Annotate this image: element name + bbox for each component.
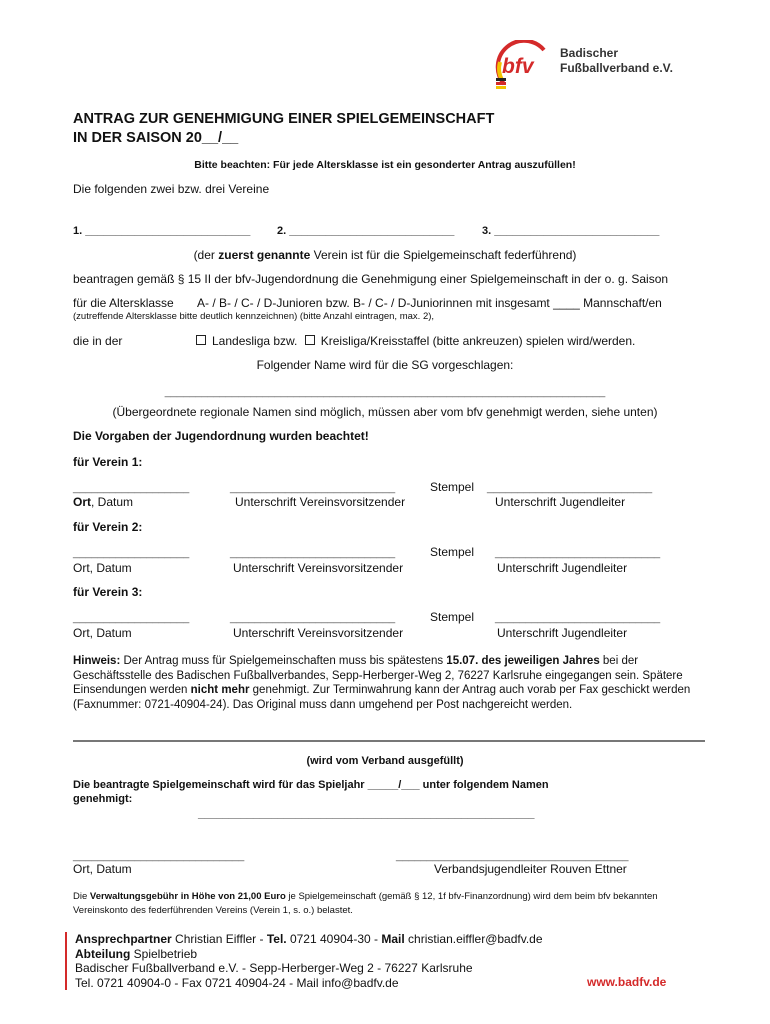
title-line2: IN DER SAISON 20__/__ bbox=[73, 130, 239, 146]
signature-3-place-date: Ort, Datum bbox=[73, 626, 132, 640]
kreisliga-checkbox[interactable] bbox=[305, 335, 315, 345]
signature-3-board-line[interactable]: ___________________________ bbox=[230, 612, 396, 624]
age-class-text[interactable]: A- / B- / C- / D-Junioren bzw. B- / C- / D-Juniorinnen mit insgesamt ____ Mannschaft/en bbox=[197, 296, 662, 310]
fee-note: Die Verwaltungsgebühr in Höhe von 21,00 Euro je Spielgemeinschaft (gemäß § 12, 1f bfv-Finanzordnung) wird dem beim bfv bekannten Vereinskonto des federführenden Vereins (Verein 1, s. o.) belastet. bbox=[73, 891, 658, 916]
title-line1: ANTRAG ZUR GENEHMIGUNG EINER SPIELGEMEINSCHAFT bbox=[73, 111, 495, 127]
contact-line-3: Badischer Fußballverband e.V. - Sepp-Herberger-Weg 2 - 76227 Karlsruhe bbox=[75, 961, 473, 975]
bfv-logo bbox=[494, 40, 554, 92]
landesliga-label: Landesliga bzw. bbox=[212, 334, 298, 348]
signature-club-1-label: für Verein 1: bbox=[73, 455, 143, 469]
kreisliga-label: Kreisliga/Kreisstaffel (bitte ankreuzen) spielen wird/werden. bbox=[320, 334, 636, 348]
age-class-hint: (zutreffende Altersklasse bitte deutlich kennzeichnen) (bitte Anzahl eintragen, max. 2), bbox=[73, 311, 435, 322]
signature-1-place-date: Ort, Datum bbox=[73, 495, 134, 509]
separate-application-note: Bitte beachten: Für jede Altersklasse ist ein gesonderter Antrag auszufüllen! bbox=[194, 159, 576, 171]
name-prompt: Folgender Name wird für die SG vorgeschlagen: bbox=[256, 358, 514, 372]
signature-club-2-label: für Verein 2: bbox=[73, 520, 143, 534]
signature-2-board-line[interactable]: ___________________________ bbox=[230, 547, 396, 559]
signature-2-stamp-label: Stempel bbox=[430, 545, 475, 559]
signature-club-3-label: für Verein 3: bbox=[73, 585, 143, 599]
signature-3-youth-line[interactable]: ___________________________ bbox=[495, 612, 661, 624]
logo-name-line2: Fußballverband e.V. bbox=[560, 61, 673, 75]
lead-club-note: (der zuerst genannte Verein ist für die Spielgemeinschaft federführend) bbox=[193, 248, 577, 262]
request-text: beantragen gemäß § 15 II der bfv-Jugendordnung die Genehmigung einer Spielgemeinschaft in der o. g. Saison bbox=[73, 272, 669, 286]
signature-2-youth-label: Unterschrift Jugendleiter bbox=[497, 561, 628, 575]
sg-name-field[interactable]: ________________________________________________________________________ bbox=[164, 386, 606, 398]
club-2-field[interactable]: 2. ___________________________ bbox=[277, 225, 455, 237]
signature-1-youth-label: Unterschrift Jugendleiter bbox=[495, 495, 626, 509]
logo-name-line1: Badischer bbox=[560, 46, 619, 60]
section-divider bbox=[73, 740, 705, 742]
name-hint: (Übergeordnete regionale Namen sind möglich, müssen aber vom bfv genehmigt werden, siehe unten) bbox=[112, 405, 658, 419]
rules-note: Die Vorgaben der Jugendordnung wurden beachtet! bbox=[73, 429, 369, 443]
signature-1-place-line[interactable]: ___________________ bbox=[73, 482, 190, 494]
intro-text: Die folgenden zwei bzw. drei Vereine bbox=[73, 182, 270, 196]
age-class-label: für die Altersklasse bbox=[73, 296, 174, 310]
signature-3-youth-label: Unterschrift Jugendleiter bbox=[497, 626, 628, 640]
signature-3-place-line[interactable]: ___________________ bbox=[73, 612, 190, 624]
website-link[interactable]: www.badfv.de bbox=[587, 975, 667, 989]
league-label: die in der bbox=[73, 334, 123, 348]
page-title bbox=[73, 110, 494, 148]
signature-2-board-label: Unterschrift Vereinsvorsitzender bbox=[233, 561, 404, 575]
signature-2-place-line[interactable]: ___________________ bbox=[73, 547, 190, 559]
contact-email-link[interactable]: christian.eiffler@badfv.de bbox=[404, 932, 543, 946]
contact-block bbox=[65, 932, 543, 990]
signature-1-youth-line[interactable]: ___________________________ bbox=[487, 482, 653, 494]
club-3-field[interactable]: 3. ___________________________ bbox=[482, 225, 660, 237]
assoc-place-line[interactable]: ____________________________ bbox=[73, 850, 245, 862]
club-1-field[interactable]: 1. ___________________________ bbox=[73, 225, 251, 237]
signature-3-stamp-label: Stempel bbox=[430, 610, 475, 624]
submission-hint: Hinweis: Der Antrag muss für Spielgemeinschaften muss bis spätestens 15.07. des jeweiligen Jahres bei der Geschäftsstelle des Badischen Fußballverbandes, Sepp-Herberger-Weg 2, 76227 Karlsruhe eingegangen sein. Spätere Einsendungen werden nicht mehr genehmigt. Zur Terminwahrung kann der Antrag auch vorab per Fax geschickt werden (Faxnummer: 0721-40904-24). Das Original muss dann umgehend per Post nachgereicht werden. bbox=[73, 655, 691, 711]
association-header: (wird vom Verband ausgefüllt) bbox=[306, 755, 464, 767]
signature-1-stamp-label: Stempel bbox=[430, 480, 475, 494]
contact-line-4: Tel. 0721 40904-0 - Fax 0721 40904-24 - Mail info@badfv.de bbox=[75, 975, 399, 990]
signature-1-board-line[interactable]: ___________________________ bbox=[230, 482, 396, 494]
league-options bbox=[196, 334, 635, 348]
contact-line-1: Ansprechpartner Christian Eiffler - Tel. 0721 40904-30 - Mail christian.eiffler@badfv.de bbox=[75, 932, 543, 946]
signature-2-place-date: Ort, Datum bbox=[73, 561, 132, 575]
landesliga-checkbox[interactable] bbox=[196, 335, 206, 345]
logo-text bbox=[560, 46, 673, 76]
approval-text: Die beantragte Spielgemeinschaft wird für das Spieljahr _____/___ unter folgendem Namen bbox=[73, 779, 549, 791]
bfv-logo-mark bbox=[494, 40, 554, 92]
assoc-official-label: Verbandsjugendleiter Rouven Ettner bbox=[434, 862, 627, 876]
assoc-place-date: Ort, Datum bbox=[73, 862, 132, 876]
contact-line-2: Abteilung Spielbetrieb bbox=[75, 946, 198, 961]
signature-1-board-label: Unterschrift Vereinsvorsitzender bbox=[235, 495, 406, 509]
assoc-official-line[interactable]: ______________________________________ bbox=[396, 850, 629, 862]
approval-text-2: genehmigt: bbox=[73, 793, 133, 805]
signature-2-youth-line[interactable]: ___________________________ bbox=[495, 547, 661, 559]
logo-mark-text: bfv bbox=[502, 55, 534, 78]
signature-3-board-label: Unterschrift Vereinsvorsitzender bbox=[233, 626, 404, 640]
approved-name-field[interactable]: _______________________________________________________ bbox=[198, 808, 535, 820]
